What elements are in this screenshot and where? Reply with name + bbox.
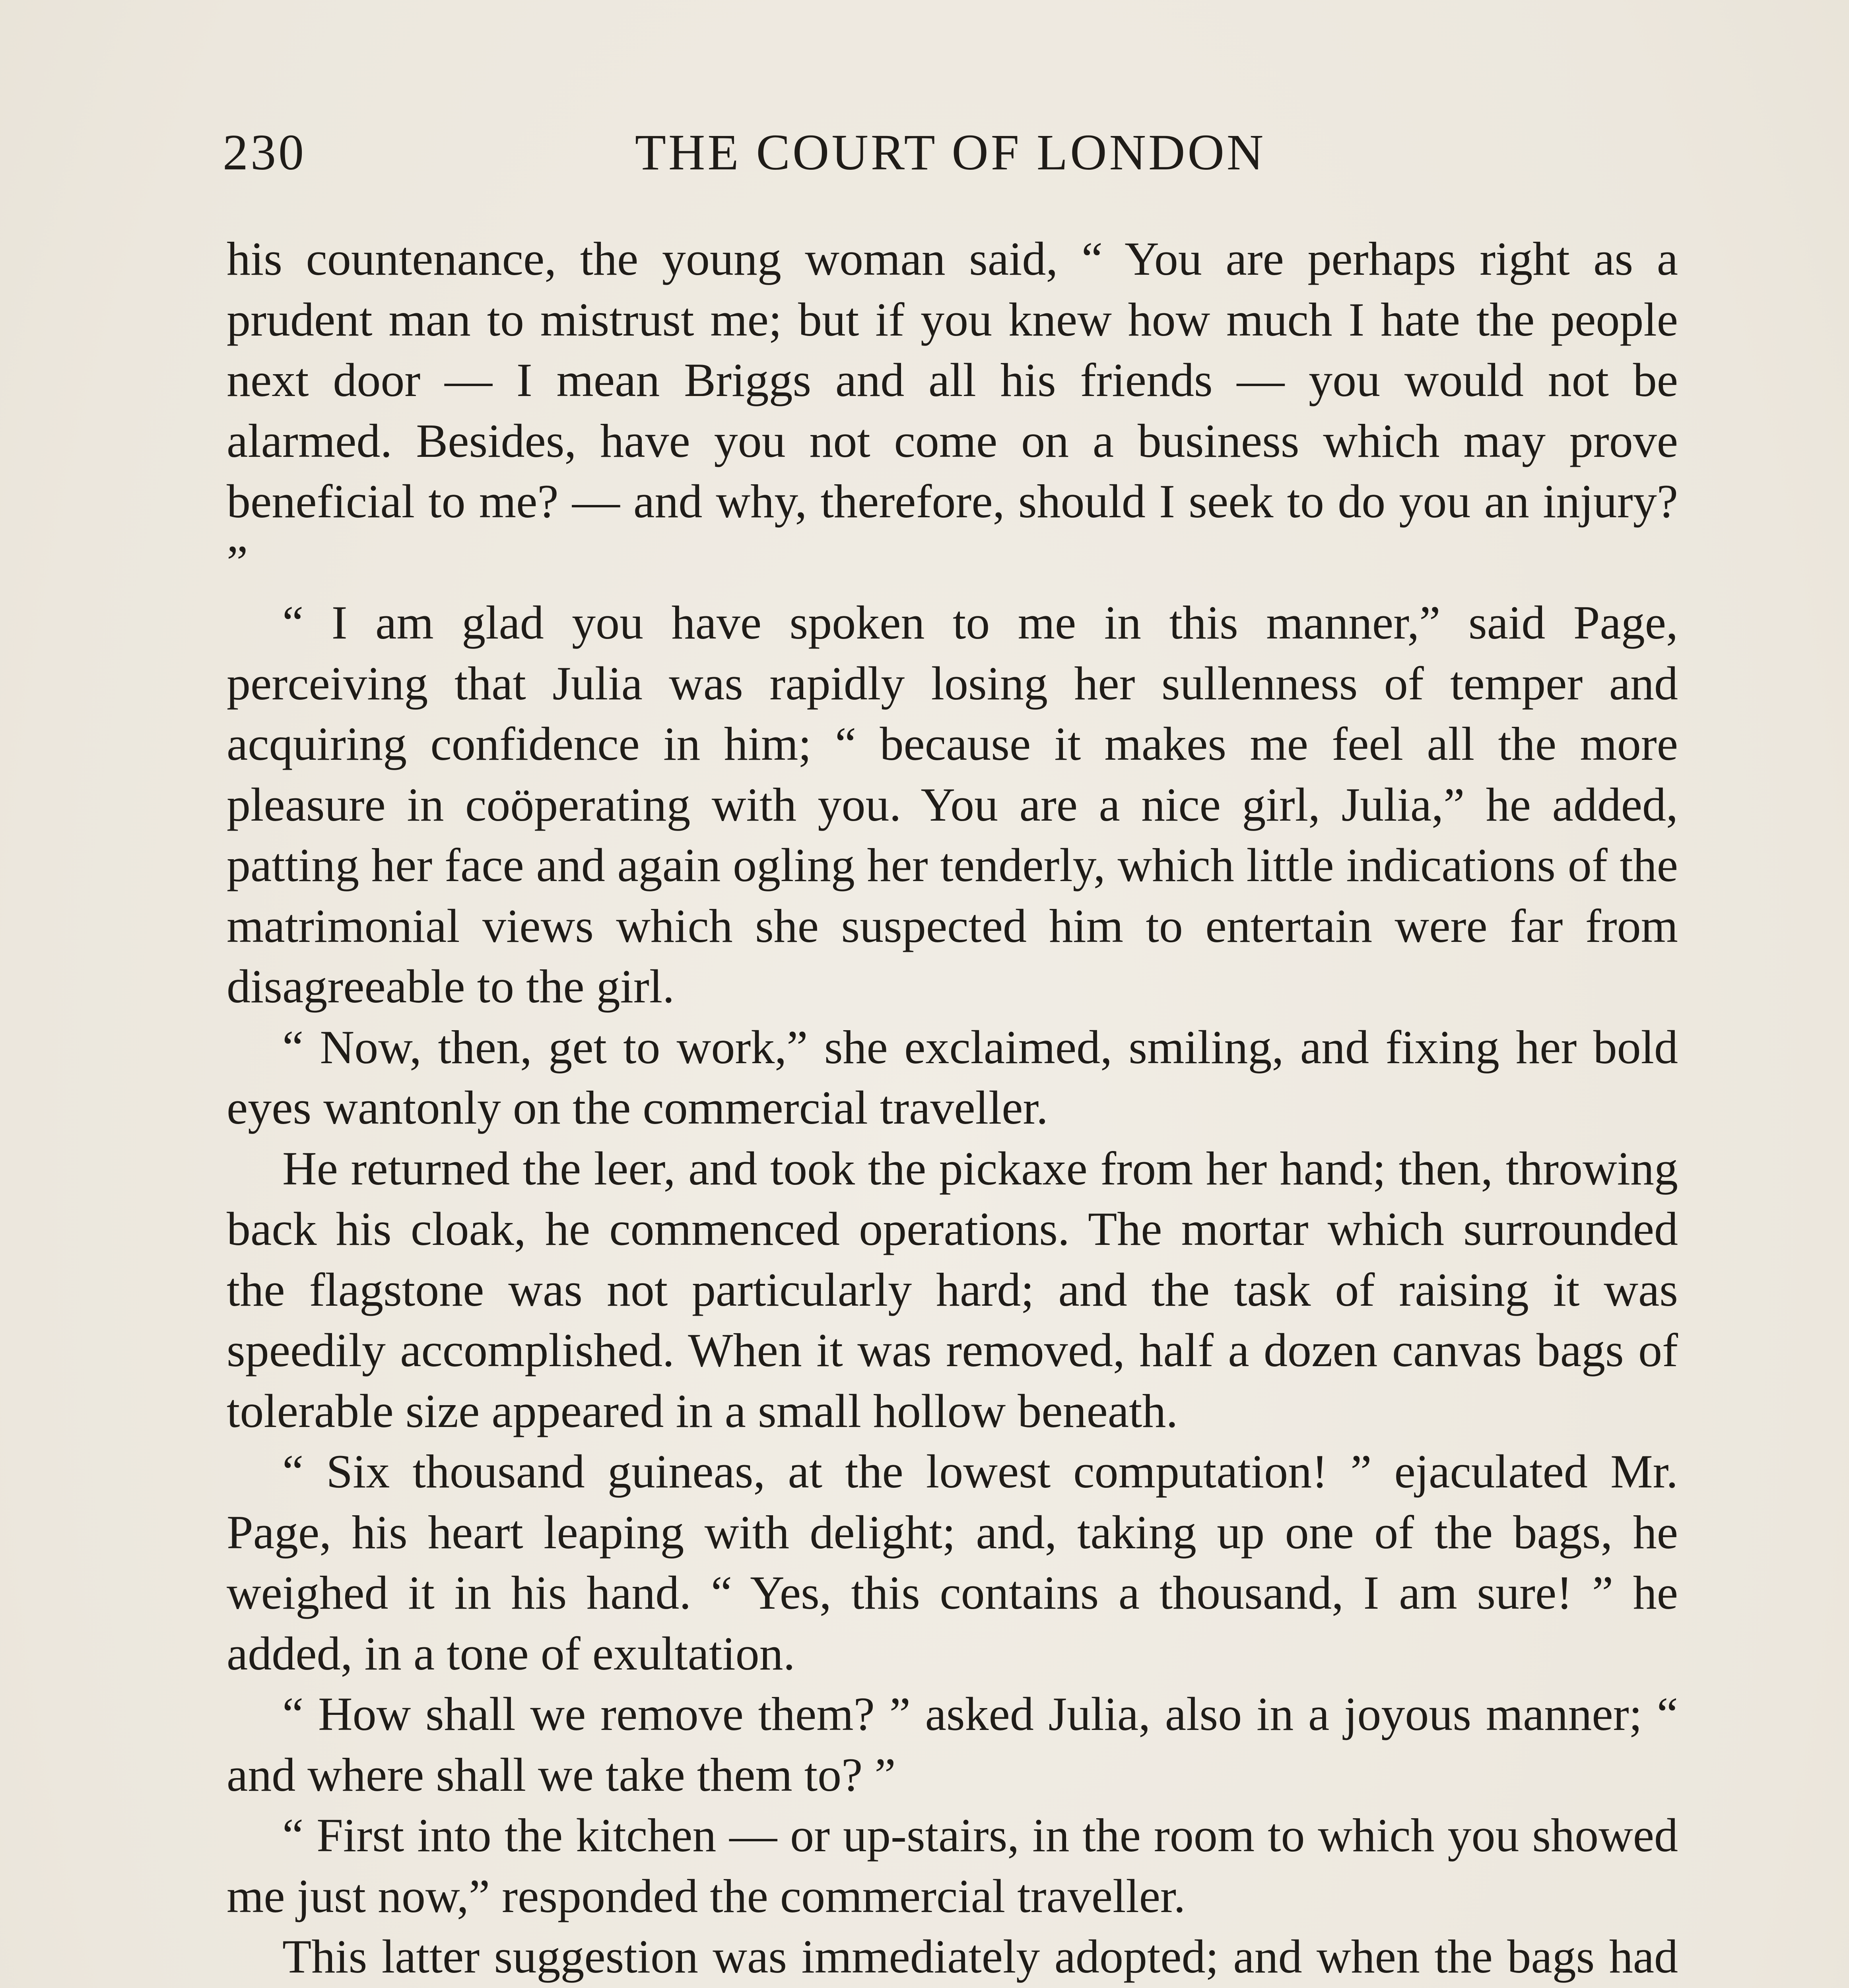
paragraph-6: “ How shall we remove them? ” asked Julia, also in a joyous manner; “ and where shall we take them to? ” (227, 1687, 1678, 1801)
paragraph-4: He returned the leer, and took the pickaxe from her hand; then, throwing back his cloak, he commenced operations. The mortar which surrounded the flagstone was not particularly hard; and the task of raising it was speedily accomplished. When it was removed, half a dozen canvas bags of tolerable size appeared in a small hollow beneath. (227, 1142, 1678, 1437)
body-text (227, 229, 1678, 1988)
paragraph-5: “ Six thousand guineas, at the lowest computation! ” ejaculated Mr. Page, his heart leaping with delight; and, taking up one of the bags, he weighed it in his hand. “ Yes, this contains a thousand, I am sure! ” he added, in a tone of exultation. (227, 1445, 1678, 1680)
page-number: 230 (223, 124, 306, 181)
paragraph-3: “ Now, then, get to work,” she exclaimed, smiling, and fixing her bold eyes wantonly on the commercial traveller. (227, 1020, 1678, 1134)
page-header (223, 119, 1678, 191)
paragraph-8: This latter suggestion was immediately adopted; and when the bags had (282, 1930, 1678, 1983)
paragraph-2: “ I am glad you have spoken to me in this manner,” said Page, perceiving that Julia was rapidly losing her sullenness of temper and acquiring confidence in him; “ because it makes me feel all the more pleasure in coöperating with you. You are a nice girl, Julia,” he added, patting her face and again ogling her tenderly, which little indications of the matrimonial views which she suspected him to entertain were far from disagreeable to the girl. (227, 596, 1678, 1013)
paragraph-1: his countenance, the young woman said, “ You are perhaps right as a prudent man to mistrust me; but if you knew how much I hate the people next door — I mean Briggs and all his friends — you would not be alarmed. Besides, have you not come on a business which may prove beneficial to me? — and why, therefore, should I seek to do you an injury? ” (227, 232, 1678, 588)
paragraph-7: “ First into the kitchen — or up-stairs, in the room to which you showed me just now,” responded the commercial traveller. (227, 1809, 1678, 1922)
running-head: THE COURT OF LONDON (635, 124, 1266, 181)
